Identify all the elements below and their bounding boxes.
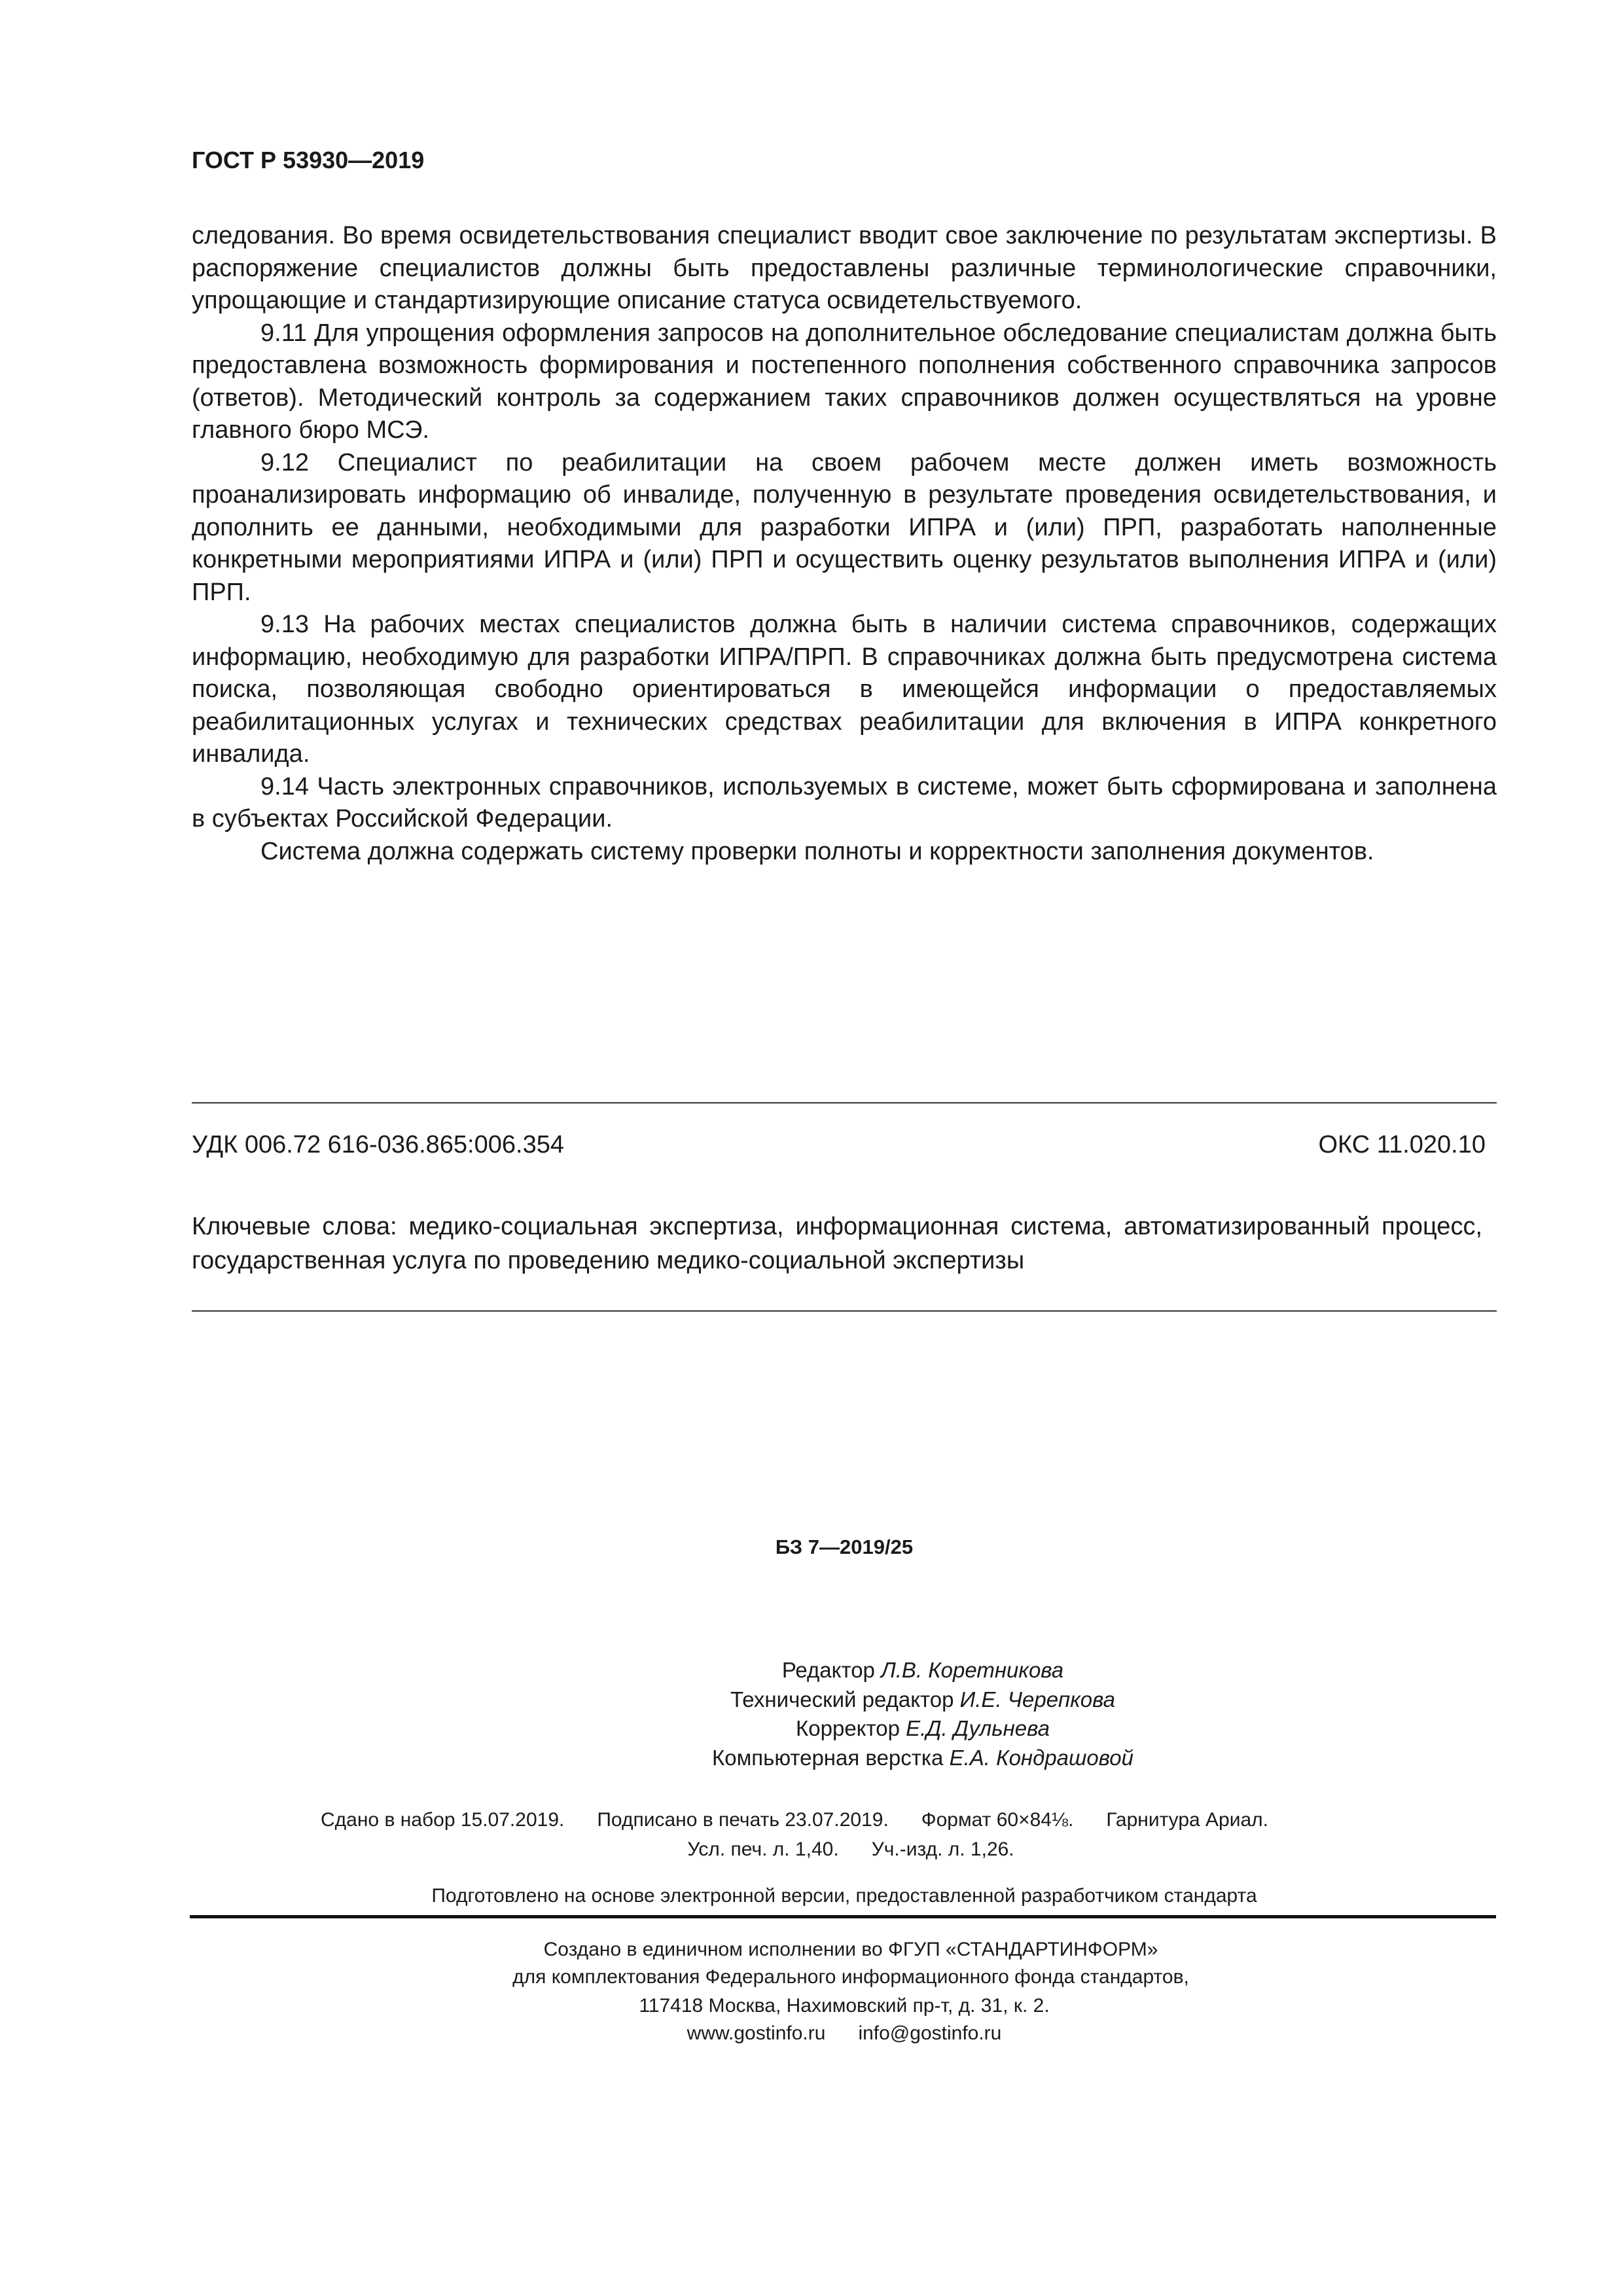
created-line: для комплектования Федерального информационного фонда стандартов,	[512, 1966, 1189, 1988]
print-info	[321, 1809, 1268, 1831]
bz-number: БЗ 7—2019/25	[775, 1535, 914, 1558]
paragraph: 9.14 Часть электронных справочников, используемых в системе, может быть сформирована и заполнена в субъектах Российской Федерации.	[192, 772, 1497, 833]
submitted-date: Сдано в набор 15.07.2019.	[321, 1809, 565, 1831]
signed-date: Подписано в печать 23.07.2019.	[597, 1809, 889, 1831]
created-note	[0, 1936, 1623, 1991]
editor-name: И.Е. Черепкова	[959, 1687, 1115, 1712]
editor-line	[0, 1685, 1623, 1715]
editor-role: Компьютерная верстка	[712, 1745, 944, 1770]
divider-top	[192, 1102, 1497, 1103]
print-sheets-value: Усл. печ. л. 1,40.	[687, 1839, 839, 1860]
prepared-note: Подготовлено на основе электронной версии, предоставленной разработчиком стандарта	[431, 1885, 1257, 1907]
udk-code: УДК 006.72 616-036.865:006.354	[192, 1131, 564, 1158]
email-link[interactable]: info@gostinfo.ru	[858, 2022, 1002, 2044]
editor-name: Е.А. Кондрашовой	[949, 1745, 1133, 1770]
keywords: Ключевые слова: медико-социальная экспертиза, информационная система, автоматизированный процесс, государственная услуга по проведению медико-социальной экспертизы	[192, 1213, 1482, 1274]
address-line: 117418 Москва, Нахимовский пр-т, д. 31, к. 2.	[639, 1995, 1050, 2017]
editor-line	[0, 1656, 1623, 1685]
editor-line	[0, 1714, 1623, 1744]
publisher-address	[0, 1992, 1623, 2047]
divider-bottom	[192, 1310, 1497, 1312]
editor-name: Л.В. Коретникова	[881, 1658, 1064, 1682]
print-sheets	[0, 1839, 1623, 1861]
thick-divider	[190, 1915, 1496, 1918]
paragraph: 9.13 На рабочих местах специалистов должна быть в наличии система справочников, содержащих информацию, необходимую для разработки ИПРА/ПРП. В справочниках должна быть предусмотрена система поиска, позволяющая свободно ориентироваться в имеющейся информации о предоставляемых реабилитационных услугах и технических средствах реабилитации для включения в ИПРА конкретного инвалида.	[192, 611, 1497, 768]
paragraph: Система должна содержать систему проверки полноты и корректности заполнения документов.	[260, 837, 1374, 865]
document-header: ГОСТ Р 53930—2019	[192, 147, 425, 173]
editors-list	[0, 1656, 1623, 1772]
contacts-line	[0, 2020, 1623, 2047]
document-body	[192, 220, 1497, 868]
editor-name: Е.Д. Дульнева	[906, 1716, 1050, 1740]
website-link[interactable]: www.gostinfo.ru	[687, 2022, 826, 2044]
format: Формат 60×84⅛.	[921, 1809, 1074, 1831]
pub-sheets-value: Уч.-изд. л. 1,26.	[871, 1839, 1014, 1860]
paragraph: 9.12 Специалист по реабилитации на своем рабочем месте должен иметь возможность проанализировать информацию об инвалиде, полученную в результате проведения освидетельствования, и дополнить ее данными, необходимыми для разработки ИПРА и (или) ПРП, разработать наполненные конкретными мероприятиями ИПРА и (или) ПРП и осуществить оценку результатов выполнения ИПРА и (или) ПРП.	[192, 448, 1497, 606]
oks-code: ОКС 11.020.10	[1318, 1131, 1486, 1158]
editor-role: Корректор	[796, 1716, 900, 1740]
editor-line	[0, 1744, 1623, 1773]
typeface: Гарнитура Ариал.	[1106, 1809, 1269, 1831]
editor-role: Технический редактор	[730, 1687, 954, 1712]
editor-role: Редактор	[781, 1658, 875, 1682]
created-line: Создано в единичном исполнении во ФГУП «СТАНДАРТИНФОРМ»	[543, 1939, 1158, 1960]
paragraph: 9.11 Для упрощения оформления запросов на дополнительное обследование специалистам должна быть предоставлена возможность формирования и постепенного пополнения собственного справочника запросов (ответов). Методический контроль за содержанием таких справочников должен осуществляться на уровне главного бюро МСЭ.	[192, 319, 1497, 444]
paragraph: следования. Во время освидетельствования специалист вводит свое заключение по результатам экспертизы. В распоряжение специалистов должны быть предоставлены различные терминологические справочники, упрощающие и стандартизирующие описание статуса освидетельствуемого.	[192, 222, 1497, 314]
